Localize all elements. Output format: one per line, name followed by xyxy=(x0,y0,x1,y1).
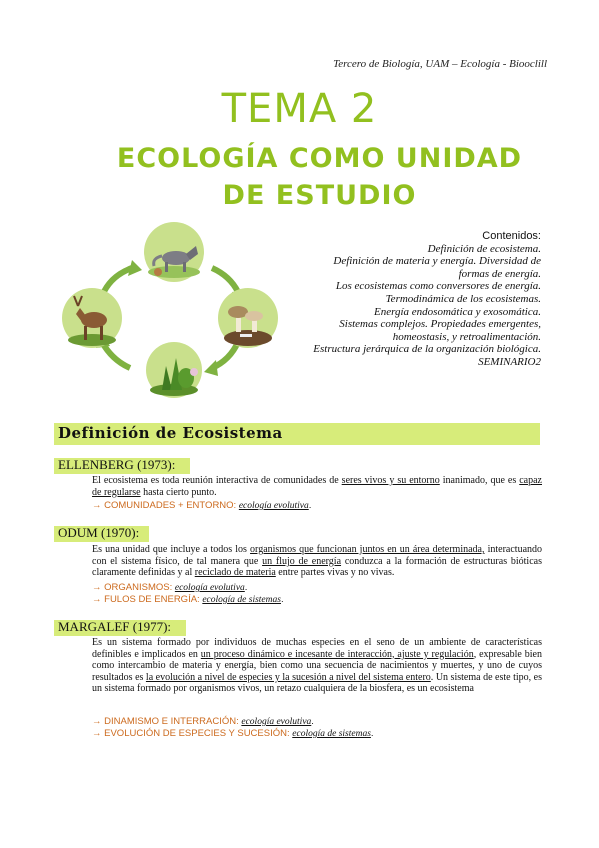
punctuation: . xyxy=(244,582,248,593)
ecosystem-cycle-illustration xyxy=(62,218,282,398)
underlined-text: seres vivos y su entorno xyxy=(341,475,440,486)
focus-term: ecología de sistemas xyxy=(202,595,281,605)
contents-item: Definición de ecosistema. xyxy=(427,242,541,255)
arrow-note xyxy=(92,500,542,513)
text-run: . Un sistema de este tipo, es un sistema formado por organismos vivos, un retazo cualquiera de la biosfera, es un ecosistema xyxy=(92,671,542,695)
subtitle-line2: DE ESTUDIO xyxy=(222,180,417,211)
contents-item: formas de energía. xyxy=(458,267,541,280)
underlined-text: la evolución a nivel de especies y la sucesión a nivel del sistema entero xyxy=(145,671,431,683)
punctuation: . xyxy=(308,500,312,511)
contents-item: Estructura jerárquica de la organización biológica. xyxy=(313,343,541,356)
text-run: Es una unidad que incluye a todos los xyxy=(92,544,251,555)
section-title: Definición de Ecosistema xyxy=(58,424,283,442)
tema-title: TEMA 2 xyxy=(221,86,378,132)
contents-item: Sistemas complejos. Propiedades emergentes, xyxy=(339,318,541,331)
arrow-note xyxy=(92,582,542,595)
subtitle-line1: ECOLOGÍA COMO UNIDAD xyxy=(116,143,523,174)
underlined-text: organismos que funcionan juntos en un área determinada, xyxy=(250,544,485,555)
contents-item: SEMINARIO2 xyxy=(478,355,541,368)
underlined-text: reciclado de materia xyxy=(194,567,276,579)
contents-heading: Contenidos: xyxy=(482,230,541,242)
text-run: entre partes vivas y no vivas. xyxy=(275,567,395,579)
page-subtitle xyxy=(40,140,599,214)
focus-term: ecología evolutiva xyxy=(241,717,312,727)
contents-item: Los ecosistemas como conversores de energía. xyxy=(335,280,541,293)
underlined-text: un flujo de energía xyxy=(262,555,342,567)
contents-item: Energía endosomática y exosomática. xyxy=(374,305,541,318)
text-run: El ecosistema es toda reunión interactiva de comunidades de xyxy=(92,475,342,486)
punctuation: . xyxy=(311,716,314,727)
arrow-note xyxy=(92,728,542,741)
deer-icon xyxy=(62,288,122,348)
contents-item: Termodinámica de los ecosistemas. xyxy=(385,292,541,305)
contents-list xyxy=(271,230,541,369)
punctuation: . xyxy=(370,728,374,739)
arrow-label: → DINAMISMO E INTERRACIÓN: xyxy=(92,716,239,727)
author-ellenberg: ELLENBERG (1973): xyxy=(58,457,176,472)
cycle-arrowhead-icon xyxy=(128,260,142,276)
arrow-label: → FULOS DE ENERGÍA: xyxy=(92,594,200,605)
arrow-label: → COMUNIDADES + ENTORNO: xyxy=(92,500,237,511)
text-run: Es un sistema formado por individuos de muchas especies en el seno de un ambiente de características definibles e implicados en xyxy=(92,637,542,660)
underlined-text: capaz de regularse xyxy=(92,475,542,498)
author-odum: ODUM (1970): xyxy=(58,525,140,540)
text-run: conduzca a la formación de estructuras bióticas claramente definidas y al xyxy=(92,555,542,579)
arrow-note xyxy=(92,594,542,607)
text-run: hasta cierto punto. xyxy=(140,486,217,498)
punctuation: . xyxy=(280,594,284,605)
arrow-label: → ORGANISMOS: xyxy=(92,582,173,593)
definition-odum xyxy=(92,544,542,579)
mushroom-icon xyxy=(218,288,278,348)
definition-ellenberg xyxy=(92,475,542,498)
arrow-note xyxy=(92,716,542,729)
focus-term: ecología evolutiva xyxy=(238,501,309,511)
cycle-arrowhead-icon xyxy=(204,360,218,376)
focus-term: ecología de sistemas xyxy=(292,729,371,739)
text-run: , expresable bien como intercambio de materia y energía, bien como una secuencia de nacimientos y muertes, y uno de cuyos resultados es xyxy=(92,648,542,683)
author-margalef: MARGALEF (1977): xyxy=(58,619,172,634)
header-note: Tercero de Biología, UAM – Ecología - Biooclill xyxy=(333,58,547,70)
contents-item: homeostasis, y retroalimentación. xyxy=(392,330,541,343)
arrow-label: → EVOLUCIÓN DE ESPECIES Y SUCESIÓN: xyxy=(92,728,290,739)
underlined-text: un proceso dinámico e incesante de interacción, ajuste y regulación xyxy=(200,648,474,660)
wolf-icon xyxy=(144,222,204,282)
plant-icon xyxy=(146,342,202,398)
focus-term: ecología evolutiva xyxy=(174,583,245,593)
text-run: interactuando con el sistema físico, de tal manera que xyxy=(92,544,543,567)
cycle-arrow-icon xyxy=(212,268,238,292)
contents-item: Definición de materia y energía. Diversidad de xyxy=(333,255,541,268)
text-run: inanimado, que es xyxy=(439,475,520,486)
definition-margalef xyxy=(92,637,542,695)
